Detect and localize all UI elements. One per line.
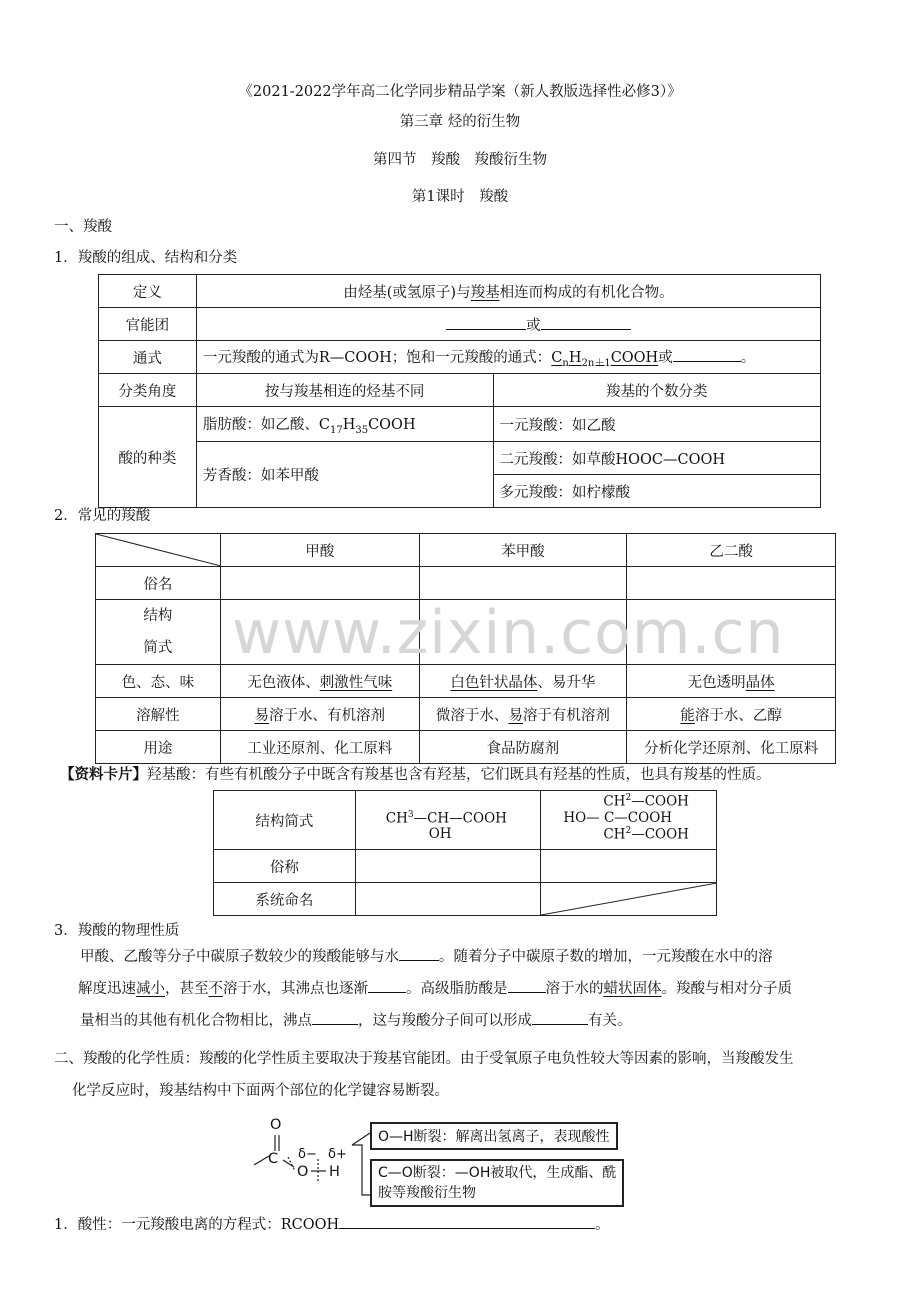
classification-label: 分类角度	[99, 374, 197, 407]
benzoic-appearance: 白色针状晶体、易升华	[419, 665, 627, 698]
row-label-use: 用途	[96, 731, 221, 764]
aromatic-acid-cell: 芳香酸：如苯甲酸	[196, 442, 493, 508]
oxalic-use: 分析化学还原剂、化工原料	[627, 731, 836, 764]
subheading-composition: 1．羧酸的组成、结构和分类	[54, 250, 238, 266]
header-oxalic-acid: 乙二酸	[627, 534, 836, 567]
oxalic-appearance: 无色透明晶体	[627, 665, 836, 698]
citric-acid-structure: $CH^2—COOH$ HO— C—COOH $CH^2—COOH$	[541, 791, 717, 850]
formic-use: 工业还原剂、化工原料	[220, 731, 419, 764]
dicarboxylic-cell: 二元羧酸：如草酸HOOC—COOH	[493, 442, 821, 475]
subheading-physical-properties: 3．羧酸的物理性质	[54, 923, 180, 939]
row-label-solubility: 溶解性	[96, 698, 221, 731]
answer-cell[interactable]	[355, 850, 541, 883]
answer-cell[interactable]	[541, 850, 717, 883]
acidity-line: 1．酸性：一元羧酸电离的方程式：RCOOH 。	[54, 1213, 610, 1234]
crossed-cell	[541, 883, 717, 916]
series-title: 《2021-2022学年高二化学同步精品学案（新人教版选择性必修3）》	[238, 84, 682, 100]
general-formula-label: 通式	[99, 341, 197, 374]
acid-kinds-label: 酸的种类	[99, 407, 197, 508]
lesson-title: 第1课时 羧酸	[411, 189, 509, 205]
header-formic-acid: 甲酸	[220, 534, 419, 567]
fatty-acid-cell: 脂肪酸：如乙酸、$C_{17}H_{35}COOH$	[196, 407, 493, 442]
answer-cell[interactable]	[419, 567, 627, 600]
functional-group-cell: 或	[196, 308, 820, 341]
chemical-properties-intro: 二、羧酸的化学性质：羧酸的化学性质主要取决于羧基官能团。由于受氧原子电负性较大等因素的影响，当羧酸发生 化学反应时，羧基结构中下面两个部位的化学键容易断裂。	[54, 1051, 794, 1099]
polycarboxylic-cell: 多元羧酸：如柠檬酸	[493, 475, 821, 508]
definition-cell: 由烃基(或氢原子)与羧基相连而构成的有机化合物。	[196, 275, 820, 308]
answer-cell[interactable]	[220, 567, 419, 600]
blank-boiling-point[interactable]	[312, 1010, 358, 1025]
physical-properties-paragraph: 甲酸、乙酸等分子中碳原子数较少的羧酸能够与水 。随着分子中碳原子数的增加，一元羧酸在水中的溶 解度迅速减小，甚至不溶于水，其沸点也逐渐 。高级脂肪酸是 溶于水的蜡状固体。羧酸与相对分子质 量相当的其他有机化合物相比，沸点 ，这与羧酸分子间可以形成 有关。	[80, 941, 880, 1037]
row-label-structure: 结构 简式	[96, 600, 221, 665]
formic-appearance: 无色液体、刺激性气味	[220, 665, 419, 698]
diagonal-line	[541, 883, 717, 915]
benzoic-use: 食品防腐剂	[419, 731, 627, 764]
subheading-common-acids: 2．常见的羧酸	[54, 508, 151, 524]
functional-group-blank-1[interactable]	[446, 315, 526, 330]
classification-by-group: 按与羧基相连的烃基不同	[196, 374, 493, 407]
lactic-acid-structure: $CH^3—CH—COOH$ OH	[355, 791, 541, 850]
blank-solubility[interactable]	[508, 978, 546, 993]
row-label-systematic-name: 系统命名	[214, 883, 356, 916]
composition-table	[98, 274, 821, 508]
header-benzoic-acid: 苯甲酸	[419, 534, 627, 567]
heading-carboxylic-acid: 一、羧酸	[54, 219, 112, 235]
diagonal-header-cell	[96, 534, 221, 567]
co-bond-break-box: C—O断裂：—OH被取代，生成酯、酰 胺等羧酸衍生物	[370, 1159, 624, 1207]
row-label-common-name: 俗称	[214, 850, 356, 883]
blank-hydrogen-bond[interactable]	[532, 1010, 588, 1025]
diagonal-line	[96, 534, 221, 566]
row-label-appearance: 色、态、味	[96, 665, 221, 698]
oh-bond-break-box: O—H断裂：解离出氢离子，表现酸性	[370, 1122, 618, 1150]
blank-ionization-equation[interactable]	[339, 1214, 595, 1229]
general-formula-blank[interactable]	[673, 347, 741, 362]
answer-cell[interactable]	[355, 883, 541, 916]
blank-miscible[interactable]	[399, 946, 439, 961]
info-card: 【资料卡片】羟基酸：有些有机酸分子中既含有羧基也含有羟基，它们既具有羟基的性质，也具有羧基的性质。	[60, 766, 771, 783]
functional-group-blank-2[interactable]	[541, 315, 631, 330]
functional-group-label: 官能团	[99, 308, 197, 341]
answer-cell[interactable]	[627, 567, 836, 600]
monocarboxylic-cell: 一元羧酸：如乙酸	[493, 407, 821, 442]
benzoic-solubility: 微溶于水、易溶于有机溶剂	[419, 698, 627, 731]
section-title: 第四节 羧酸 羧酸衍生物	[373, 152, 547, 168]
watermark: www.zixin.com.cn	[232, 598, 785, 668]
hydroxy-acids-table	[213, 790, 717, 916]
definition-label: 定义	[99, 275, 197, 308]
general-formula-cell: 一元羧酸的通式为R—COOH；饱和一元羧酸的通式：$C_nH_{2n+1}COOH$或 。	[196, 341, 820, 374]
carboxyl-bond-diagram: O C O H δ− δ+ O—H断裂：解离出氢离子，表现酸性 C—O断裂：—OH被取代，生成酯、酰 胺等羧酸衍生物	[250, 1115, 680, 1210]
blank-boiling-trend[interactable]	[368, 978, 406, 993]
chapter-title: 第三章 烃的衍生物	[399, 114, 521, 130]
row-label-common-name: 俗名	[96, 567, 221, 600]
classification-by-count: 羧基的个数分类	[493, 374, 821, 407]
oxalic-solubility: 能溶于水、乙醇	[627, 698, 836, 731]
formic-solubility: 易溶于水、有机溶剂	[220, 698, 419, 731]
row-label-structural-formula: 结构简式	[214, 791, 356, 850]
